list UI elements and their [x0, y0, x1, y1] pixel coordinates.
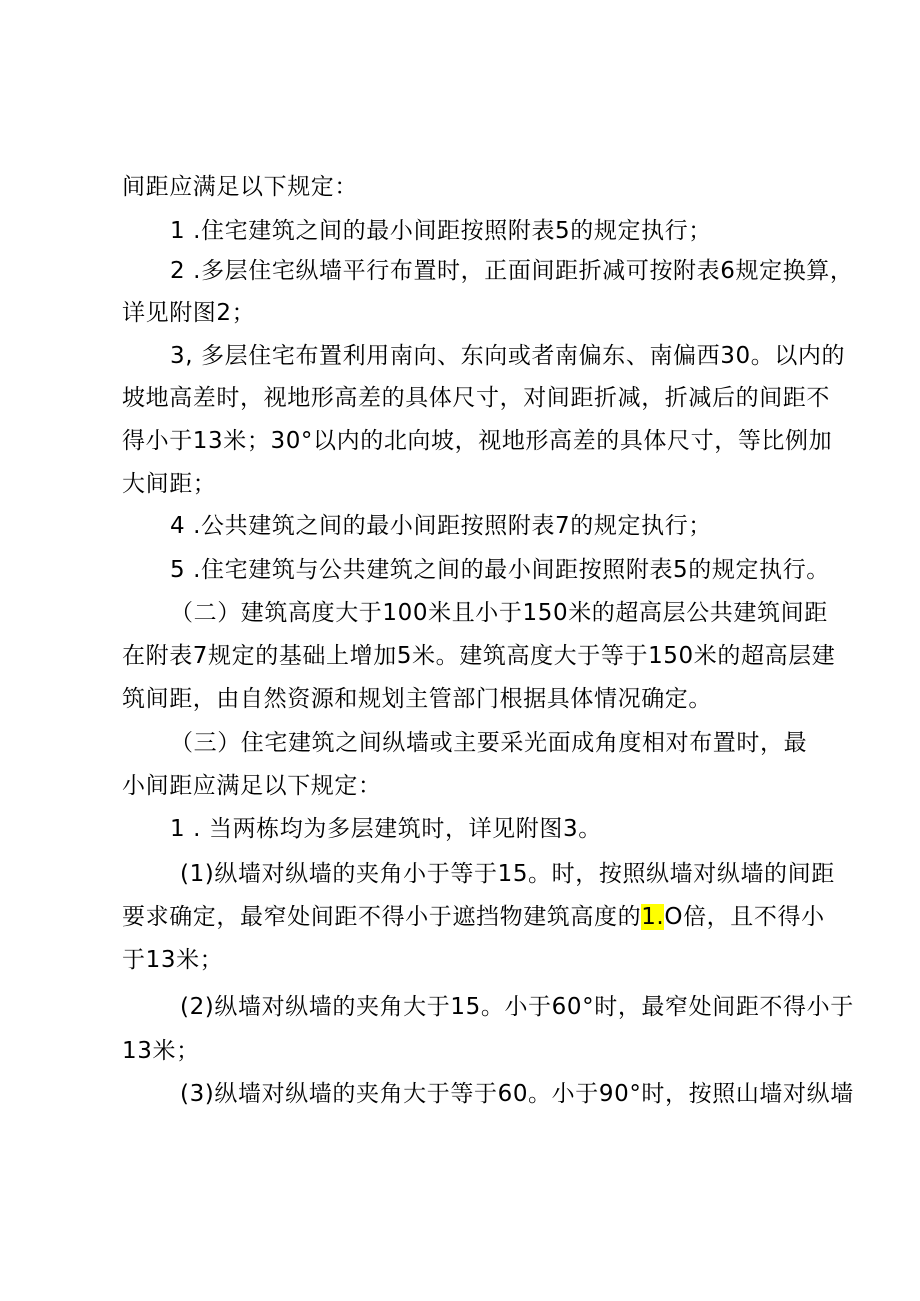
text-line: 在附表7规定的基础上增加5米。建筑高度大于等于150米的超高层建 — [122, 643, 836, 669]
text-line: 间距应满足以下规定： — [122, 174, 358, 200]
text-line: (1)纵墙对纵墙的夹角小于等于15。时，按照纵墙对纵墙的间距 — [180, 861, 835, 887]
text-line: (3)纵墙对纵墙的夹角大于等于60。小于90°时，按照山墙对纵墙 — [180, 1081, 854, 1107]
text-line: 大间距； — [122, 471, 217, 497]
text-line: 1 .住宅建筑之间的最小间距按照附表5的规定执行； — [170, 218, 712, 244]
text-line: 3, 多层住宅布置利用南向、东向或者南偏东、南偏西30。以内的 — [170, 343, 846, 369]
text-line-with-highlight — [122, 902, 825, 932]
highlighted-text: 1. — [641, 904, 665, 930]
text-line: 详见附图2； — [122, 300, 256, 326]
text-line: 13米； — [122, 1038, 200, 1064]
text-line: 小间距应满足以下规定： — [122, 773, 382, 799]
text-line: 5 .住宅建筑与公共建筑之间的最小间距按照附表5的规定执行。 — [170, 557, 830, 583]
text-line: 得小于13米；30°以内的北向坡，视地形高差的具体尺寸，等比例加 — [122, 428, 833, 454]
text-line: 4 .公共建筑之间的最小间距按照附表7的规定执行； — [170, 513, 712, 539]
text-line: （三）住宅建筑之间纵墙或主要采光面成角度相对布置时，最 — [170, 730, 808, 756]
text-segment: 要求确定，最窄处间距不得小于遮挡物建筑高度的 — [122, 904, 642, 930]
text-line: 1 . 当两栋均为多层建筑时，详见附图3。 — [170, 816, 602, 842]
text-line: (2)纵墙对纵墙的夹角大于15。小于60°时，最窄处间距不得小于 — [180, 994, 854, 1020]
text-line: 筑间距，由自然资源和规划主管部门根据具体情况确定。 — [122, 686, 712, 712]
text-line: 2 .多层住宅纵墙平行布置时，正面间距折减可按附表6规定换算， — [170, 258, 854, 284]
text-segment: O倍，且不得小 — [664, 904, 825, 930]
text-line: 坡地高差时，视地形高差的具体尺寸，对间距折减，折减后的间距不 — [122, 385, 830, 411]
text-line: 于13米； — [122, 947, 224, 973]
text-line: （二）建筑高度大于100米且小于150米的超高层公共建筑间距 — [170, 600, 828, 626]
